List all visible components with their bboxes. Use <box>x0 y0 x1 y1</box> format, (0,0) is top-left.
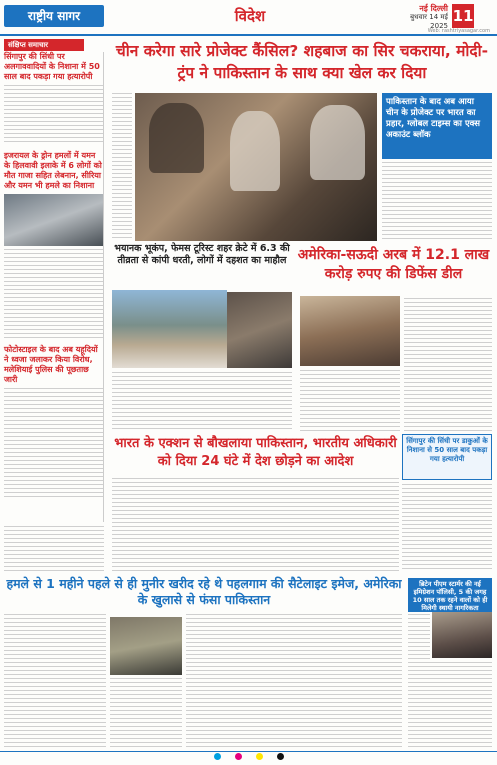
cyan-mark <box>214 753 221 760</box>
section-title: विदेश <box>234 7 266 25</box>
masthead <box>0 0 497 36</box>
quake-photo <box>112 290 227 368</box>
article-body <box>382 162 492 242</box>
left-headline-2: इजरायल के ड्रोन हमलों में यमन के हिलवावी इलाके में 6 लोगों को मौत गाजा सहित लेबनान, सीरिया और यमन भी हमले का निशाना <box>4 151 102 190</box>
uk-photo <box>432 612 492 658</box>
article-body <box>112 93 132 241</box>
left-headline-1: सिंगापुर की सिंधी पर अलगाववादियों के निशाना में 50 साल बाद पकड़ा गया हत्यारोपी <box>4 52 100 81</box>
left-headline-3: फोटोस्टाइल के बाद अब यहूदियों ने ध्वजा जलाकर किया विरोध, मलेशियाई पुलिस की पूछताछ जारी <box>4 345 98 384</box>
brief-news-tag: संक्षिप्त समाचार <box>4 39 84 51</box>
article-body <box>112 372 292 430</box>
edition-date: बुधवार 14 मई 2025 <box>410 13 448 30</box>
sidebar-box: सिंगापुर की सिंधी पर डाकुओं के निशाना से 50 साल बाद पकड़ा गया हत्यारोपी <box>402 434 492 480</box>
edition-info <box>404 4 448 31</box>
main-headline: चीन करेगा सारे प्रोजेक्ट कैंसिल? शहबाज का सिर चकराया, मोदी-ट्रंप ने पाकिस्तान के साथ क्या खेल कर दिया <box>115 42 489 82</box>
website-url: Web: rashtriyasagar.com <box>427 28 490 34</box>
article-body <box>4 249 103 339</box>
article-body <box>4 388 103 498</box>
crowd-photo <box>227 292 292 368</box>
article-body <box>112 478 399 572</box>
brand-logo: राष्ट्रीय सागर <box>4 5 104 27</box>
left-column <box>4 52 104 522</box>
saudi-photo <box>300 296 400 366</box>
article-body <box>404 298 492 432</box>
article-body <box>186 614 402 748</box>
saudi-headline: अमेरिका-सऊदी अरब में 12.1 लाख करोड़ रुपए की डिफेंस डील <box>297 247 490 282</box>
article-body <box>110 678 182 748</box>
left-photo <box>4 194 103 246</box>
main-photo <box>135 93 377 241</box>
main-subhead: पाकिस्तान के बाद अब आया चीन के प्रोजेक्ट पर भारत का प्रहार, ग्लोबल टाइम्स का एक्स अकाउंट ब्लॉक <box>382 93 492 159</box>
color-registration-marks <box>0 753 497 763</box>
page-number: 11 <box>452 4 474 28</box>
article-body <box>408 662 492 748</box>
article-body <box>408 614 430 660</box>
black-mark <box>277 753 284 760</box>
quake-headline: भयानक भूकंप, फेमस टूरिस्ट शहर क्रेटे में 6.3 की तीव्रता से कांपी धरती, लोगों में दहशत का माहौल <box>114 243 290 266</box>
munir-photo <box>110 617 182 675</box>
article-body <box>4 614 106 748</box>
edition-city: नई दिल्ली <box>419 4 448 13</box>
bottom-headline: हमले से 1 महीने पहले से ही मुनीर खरीद रहे थे पहलगाम की सैटेलाइट इमेज, अमेरिका के खुलासे से फंसा पाकिस्तान <box>6 576 402 607</box>
article-body <box>300 370 400 432</box>
magenta-mark <box>235 753 242 760</box>
india-headline: भारत के एक्शन से बौखलाया पाकिस्तान, भारतीय अधिकारी को दिया 24 घंटे में देश छोड़ने का आदेश <box>114 436 397 469</box>
article-body <box>4 526 104 572</box>
uk-headline: ब्रिटेन पीएम स्टार्मर की नई इमिग्रेशन पॉलिसी, 5 की जगह 10 साल तक रहने वालों को ही मिलेगी स्थायी नागरिकता <box>408 578 492 612</box>
masthead-divider <box>0 34 497 36</box>
article-body <box>402 484 492 572</box>
article-body <box>4 85 103 145</box>
yellow-mark <box>256 753 263 760</box>
